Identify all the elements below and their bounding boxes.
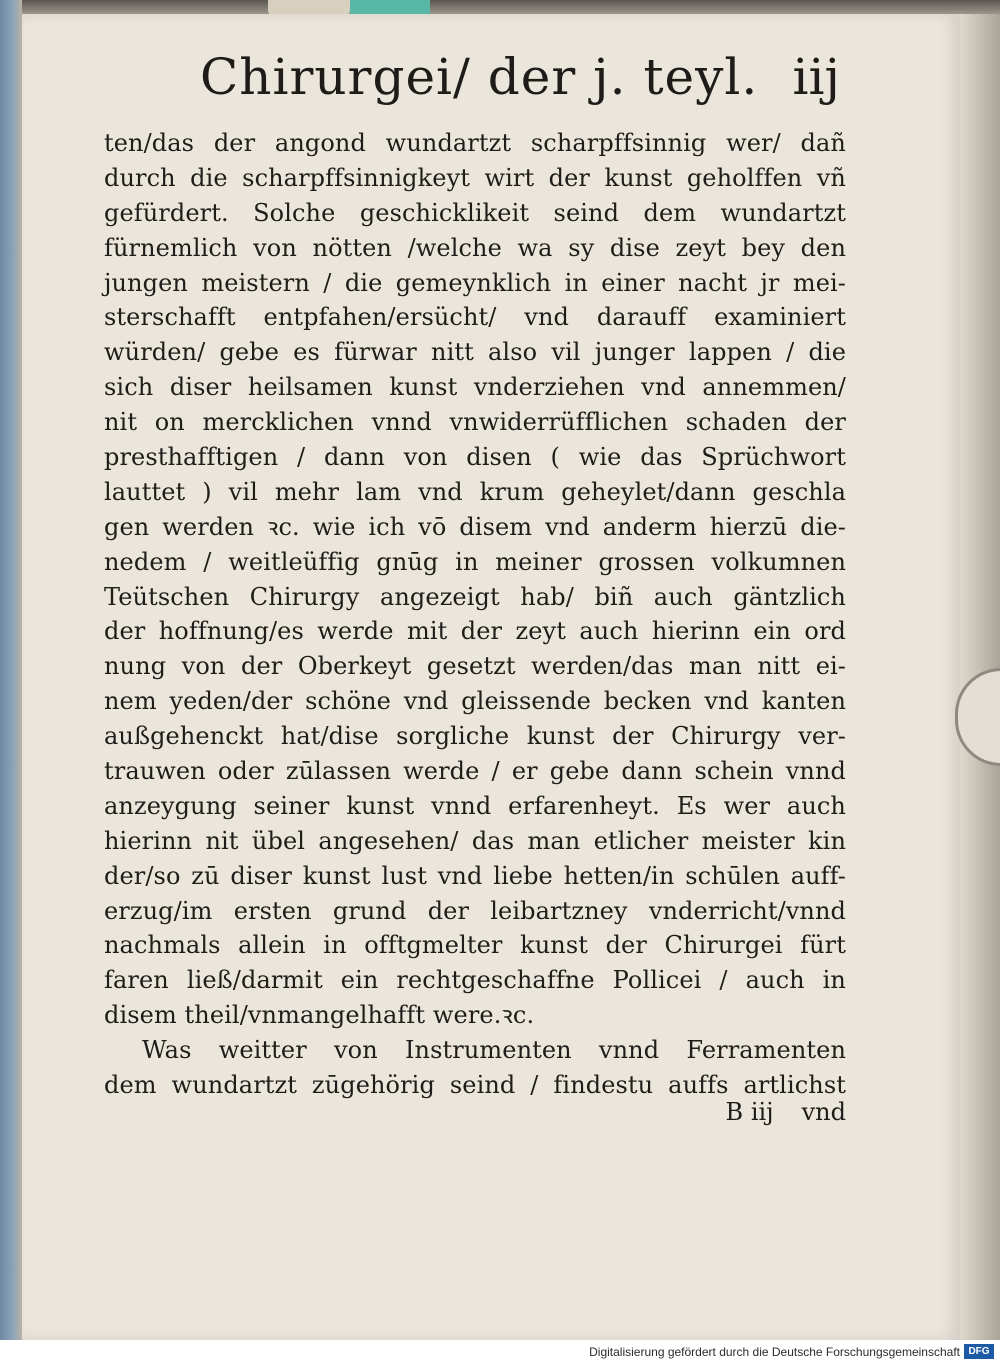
text-line: nedem / weitleüffig gnūg in meiner grossen volkumnen <box>104 547 846 576</box>
funding-credit: Digitalisierung gefördert durch die Deutsche Forschungsgemeinschaft <box>589 1345 960 1359</box>
running-title: Chirurgei/ der j. teyl. <box>200 48 759 106</box>
text-line: lauttet ) vil mehr lam vnd krum geheylet/dann geschla <box>104 477 846 506</box>
text-line: fürnemlich von nötten /welche wa sy dise zeyt bey den <box>104 233 846 262</box>
text-line: außgehenckt hat/dise sorgliche kunst der Chirurgy ver- <box>104 722 846 751</box>
text-line: gen werden ꝛc. wie ich vō disem vnd anderm hierzū die- <box>104 512 846 541</box>
text-line: dem wundartzt zūgehörig seind / findestu auffs artlichst <box>104 1071 846 1100</box>
blue-book-edge <box>0 0 22 1340</box>
text-line: nem yeden/der schöne vnd gleissende becken vnd kanten <box>104 687 846 716</box>
body-text <box>104 126 846 1103</box>
text-line: Teütschen Chirurgy angezeigt hab/ biñ auch gäntzlich <box>104 582 846 611</box>
text-line: nit on mercklichen vnnd vnwiderrüfflichen schaden der <box>104 408 846 437</box>
text-line: würden/ gebe es fürwar nitt also vil junger lappen / die <box>104 338 846 367</box>
footer-bar <box>0 1340 1000 1366</box>
text-line: sterschafft entpfahen/ersücht/ vnd darauff examiniert <box>104 303 846 332</box>
text-line: erzug/im ersten grund der leibartzney vnderricht/vnnd <box>104 896 846 925</box>
paragraph-start-line: Was weitter von Instrumenten vnnd Ferramenten <box>142 1036 846 1065</box>
folio-number: iij <box>792 48 840 106</box>
text-line: sich diser heilsamen kunst vnderziehen vnd annemmen/ <box>104 373 846 402</box>
signature-mark: B iij <box>725 1098 774 1126</box>
text-line: presthafftigen / dann von disen ( wie das Sprüchwort <box>104 443 846 472</box>
catchword: vnd <box>801 1098 846 1126</box>
text-line: hierinn nit übel angesehen/ das man etlicher meister kin <box>104 826 846 855</box>
text-line: ten/das der angond wundartzt scharpffsinnig wer/ dañ <box>104 129 846 157</box>
text-line: disem theil/vnmangelhafft were.ꝛc. <box>104 1001 535 1030</box>
running-header <box>200 48 840 118</box>
text-line: anzeygung seiner kunst vnnd erfarenheyt. Es wer auch <box>104 791 846 820</box>
text-line: durch die scharpffsinnigkeyt wirt der kunst geholffen vñ <box>104 163 846 192</box>
text-line: trauwen oder zūlassen werde / er gebe dann schein vnnd <box>104 757 846 786</box>
text-line: der hoffnung/es werde mit der zeyt auch hierinn ein ord <box>104 617 846 646</box>
text-line: jungen meistern / die gemeynklich in einer nacht jr mei- <box>104 268 846 297</box>
text-line: nung von der Oberkeyt gesetzt werden/das man nitt ei- <box>104 652 846 681</box>
text-line: faren ließ/darmit ein rechtgeschaffne Pollicei / auch in <box>104 966 846 995</box>
text-line: gefürdert. Solche geschicklikeit seind dem wundartzt <box>104 198 846 227</box>
text-line: nachmals allein in offtgmelter kunst der Chirurgei fürt <box>104 931 846 960</box>
text-line: der/so zū diser kunst lust vnd liebe hetten/in schūlen auff- <box>104 861 846 890</box>
signature-catchword-line <box>104 1092 846 1132</box>
book-top-edge <box>22 0 1000 14</box>
dfg-logo-icon: DFG <box>964 1344 994 1359</box>
